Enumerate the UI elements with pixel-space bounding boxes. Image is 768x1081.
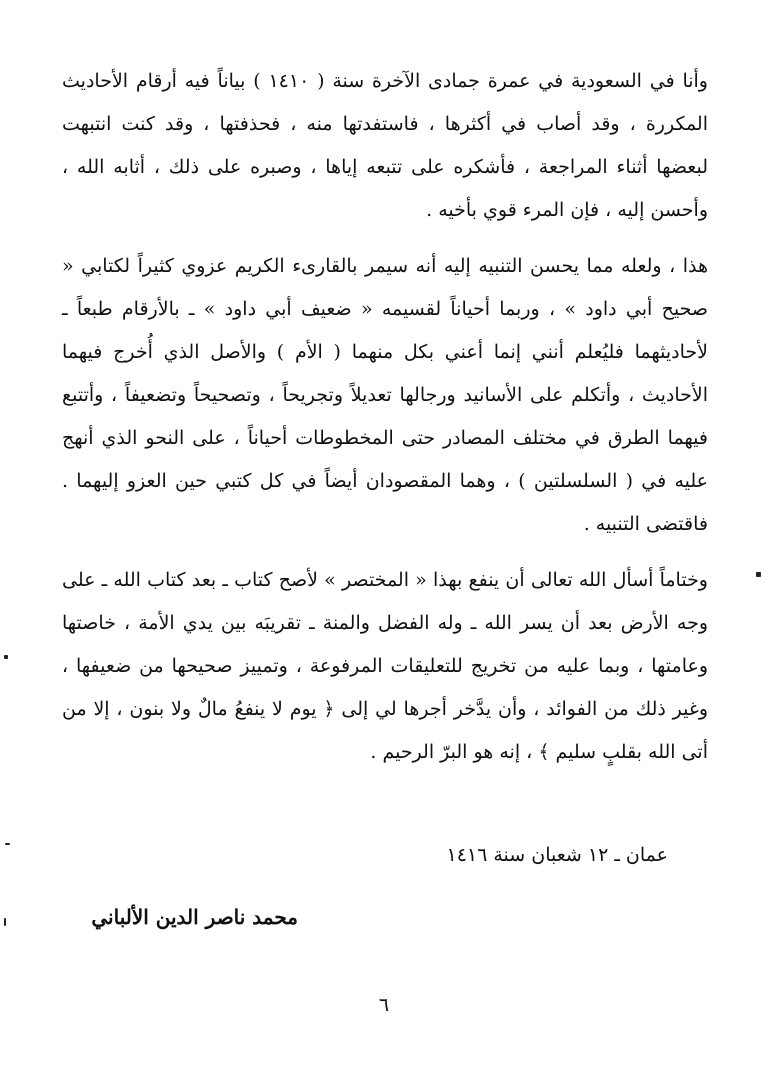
body-text bbox=[62, 60, 708, 774]
page-number: ٦ bbox=[378, 994, 390, 1016]
author-signature: محمد ناصر الدين الألباني bbox=[91, 905, 298, 929]
paragraph: وأنا في السعودية في عمرة جمادى الآخرة سنة ( ١٤١٠ ) بياناً فيه أرقام الأحاديث المكررة ، وقد أصاب في أكثرها ، فاستفدتها منه ، فحذفتها ، وقد كنت انتبهت لبعضها أثناء المراجعة ، فأشكره على تتبعه إياها ، وصبره على ذلك ، أثابه الله ، وأحسن إليه ، فإن المرء قوي بأخيه . bbox=[62, 70, 708, 221]
scan-edge-mark bbox=[756, 572, 761, 577]
paragraph: وختاماً أسأل الله تعالى أن ينفع بهذا « المختصر » لأصح كتاب ـ بعد كتاب الله ـ على وجه الأرض بعد أن يسر الله ـ وله الفضل والمنة ـ تقريبَه بين يدي الأمة ، خاصتها وعامتها ، وبما عليه من تخريج للتعليقات المرفوعة ، وتمييز صحيحها من ضعيفها ، وغير ذلك من الفوائد ، وأن يدَّخر أجرها لي إلى ﴿ يوم لا ينفعُ مالٌ ولا بنون ، إلا من أتى الله بقلبٍ سليم ﴾ ، إنه هو البرّ الرحيم . bbox=[62, 569, 708, 763]
scan-edge-mark bbox=[5, 843, 10, 845]
scan-edge-mark bbox=[4, 918, 6, 926]
paragraph: هذا ، ولعله مما يحسن التنبيه إليه أنه سيمر بالقارىء الكريم عزوي كثيراً لكتابي « صحيح أبي داود » ، وربما أحياناً لقسيمه « ضعيف أبي داود » ـ بالأرقام طبعاً ـ لأحاديثهما فليُعلم أنني إنما أعني بكل منهما ( الأم ) والأصل الذي أُخرج فيهما الأحاديث ، وأتكلم على الأسانيد ورجالها تعديلاً وتجريحاً ، وتصحيحاً وتضعيفاً ، وأتتبع فيهما الطرق في مختلف المصادر حتى المخطوطات أحياناً ، على النحو الذي أنهج عليه في ( السلسلتين ) ، وهما المقصودان أيضاً في كل كتبي حين العزو إليهما . فاقتضى التنبيه . bbox=[62, 255, 708, 535]
place-date: عمان ـ ١٢ شعبان سنة ١٤١٦ bbox=[446, 844, 668, 866]
scan-edge-mark bbox=[4, 655, 8, 659]
